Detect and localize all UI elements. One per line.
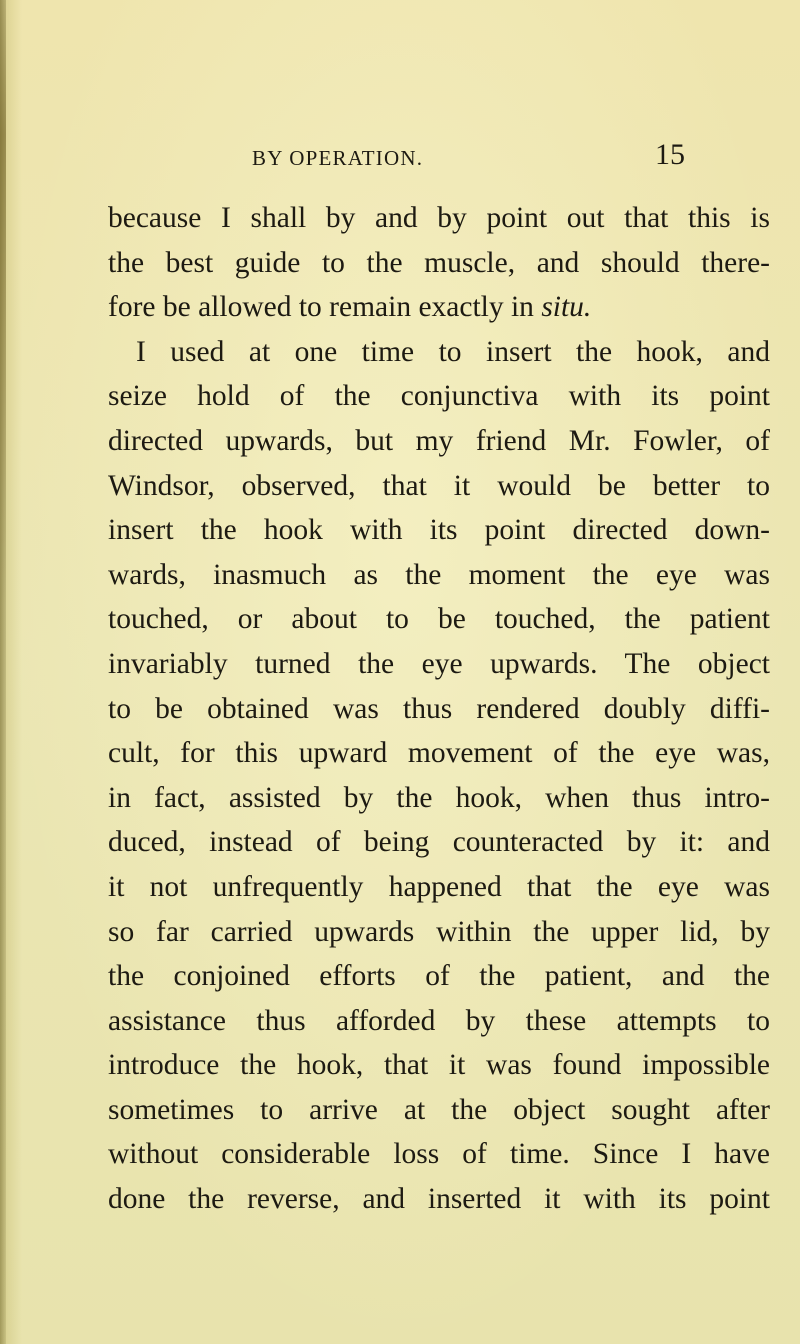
text-line: the conjoined efforts of the patient, and the <box>108 960 770 993</box>
text-line: insert the hook with its point directed down- <box>108 514 770 547</box>
text-line: touched, or about to be touched, the patient <box>108 603 770 636</box>
text-line: because I shall by and by point out that this is <box>108 202 770 234</box>
text-line: cult, for this upward movement of the eye was, <box>108 737 770 770</box>
text-line <box>108 285 770 330</box>
text-line-content: fore be allowed to remain exactly in <box>108 291 534 324</box>
text-line: to be obtained was thus rendered doubly diffi- <box>108 692 770 725</box>
running-head <box>0 138 800 186</box>
text-line: seize hold of the conjunctiva with its point <box>108 380 770 413</box>
text-line: done the reverse, and inserted it with its point <box>108 1183 770 1216</box>
italic-term: situ. <box>541 291 592 324</box>
book-gutter-shadow <box>0 0 6 1344</box>
text-line: the best guide to the muscle, and should there- <box>108 246 770 279</box>
text-line: invariably turned the eye upwards. The object <box>108 647 770 680</box>
text-line: Windsor, observed, that it would be better to <box>108 469 770 502</box>
text-line: duced, instead of being counteracted by it: and <box>108 826 770 859</box>
text-line: without considerable loss of time. Since I have <box>108 1138 770 1171</box>
text-line: directed upwards, but my friend Mr. Fowler, of <box>108 424 770 457</box>
body-text <box>108 196 770 1222</box>
text-line: so far carried upwards within the upper lid, by <box>108 915 770 948</box>
text-line: it not unfrequently happened that the eye was <box>108 870 770 903</box>
text-line: wards, inasmuch as the moment the eye was <box>108 558 770 591</box>
running-title: BY OPERATION. <box>252 146 424 170</box>
text-line: sometimes to arrive at the object sought after <box>108 1093 770 1126</box>
text-line: assistance thus afforded by these attempts to <box>108 1004 770 1037</box>
paragraph-start-line: I used at one time to insert the hook, and <box>136 335 770 368</box>
text-line: introduce the hook, that it was found impossible <box>108 1049 770 1082</box>
page-number: 15 <box>655 138 685 171</box>
text-line: in fact, assisted by the hook, when thus intro- <box>108 781 770 814</box>
